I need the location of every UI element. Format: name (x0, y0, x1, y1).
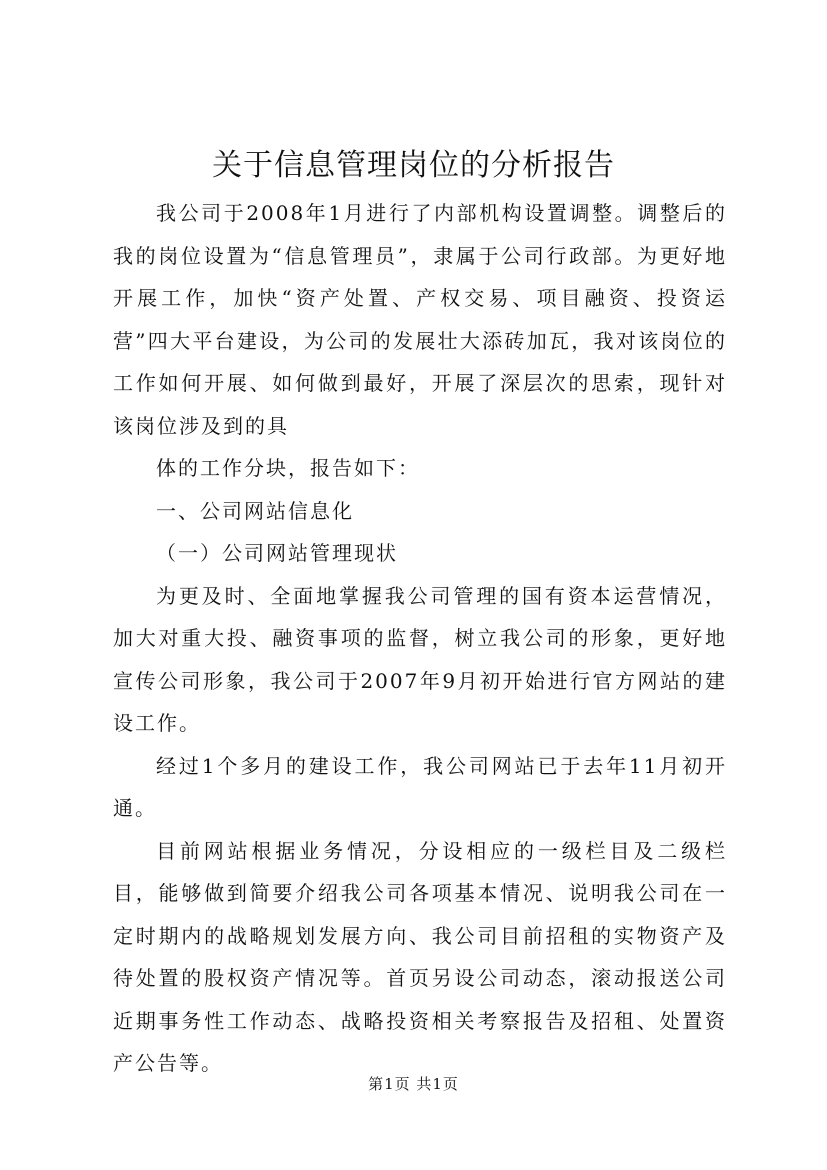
subsection-heading: （一）公司网站管理现状 (156, 541, 398, 565)
document-title: 关于信息管理岗位的分析报告 (212, 148, 615, 183)
paragraph-website-launch: 经过1个多月的建设工作，我公司网站已于去年11月初开通。 (113, 753, 727, 820)
section-heading: 一、公司网站信息化 (156, 498, 354, 523)
paragraph-intro: 我公司于2008年1月进行了内部机构设置调整。调整后的我的岗位设置为“信息管理员”，隶属于公司行政部。为更好地开展工作，加快“资产处置、产权交易、项目融资、投资运营”四大平台建设，为公司的发展壮大添砖加瓦，我对该岗位的工作如何开展、如何做到最好，开展了深层次的思索，现针对该岗位涉及到的具 (113, 201, 727, 438)
paragraph-website-content: 目前网站根据业务情况，分设相应的一级栏目及二级栏目，能够做到简要介绍我公司各项基本情况、说明我公司在一定时期内的战略规划发展方向、我公司目前招租的实物资产及待处置的股权资产情况等。首页另设公司动态，滚动报送公司近期事务性工作动态、战略投资相关考察报告及招租、处置资产公告等。 (113, 838, 727, 1075)
page-footer: 第1页 共1页 (368, 1075, 459, 1093)
paragraph-website-purpose: 为更及时、全面地掌握我公司管理的国有资本运营情况，加大对重大投、融资事项的监督，树立我公司的形象，更好地宣传公司形象，我公司于2007年9月初开始进行官方网站的建设工作。 (113, 583, 727, 735)
paragraph-continuation: 体的工作分块，报告如下： (156, 456, 420, 480)
document-body (113, 192, 727, 1085)
